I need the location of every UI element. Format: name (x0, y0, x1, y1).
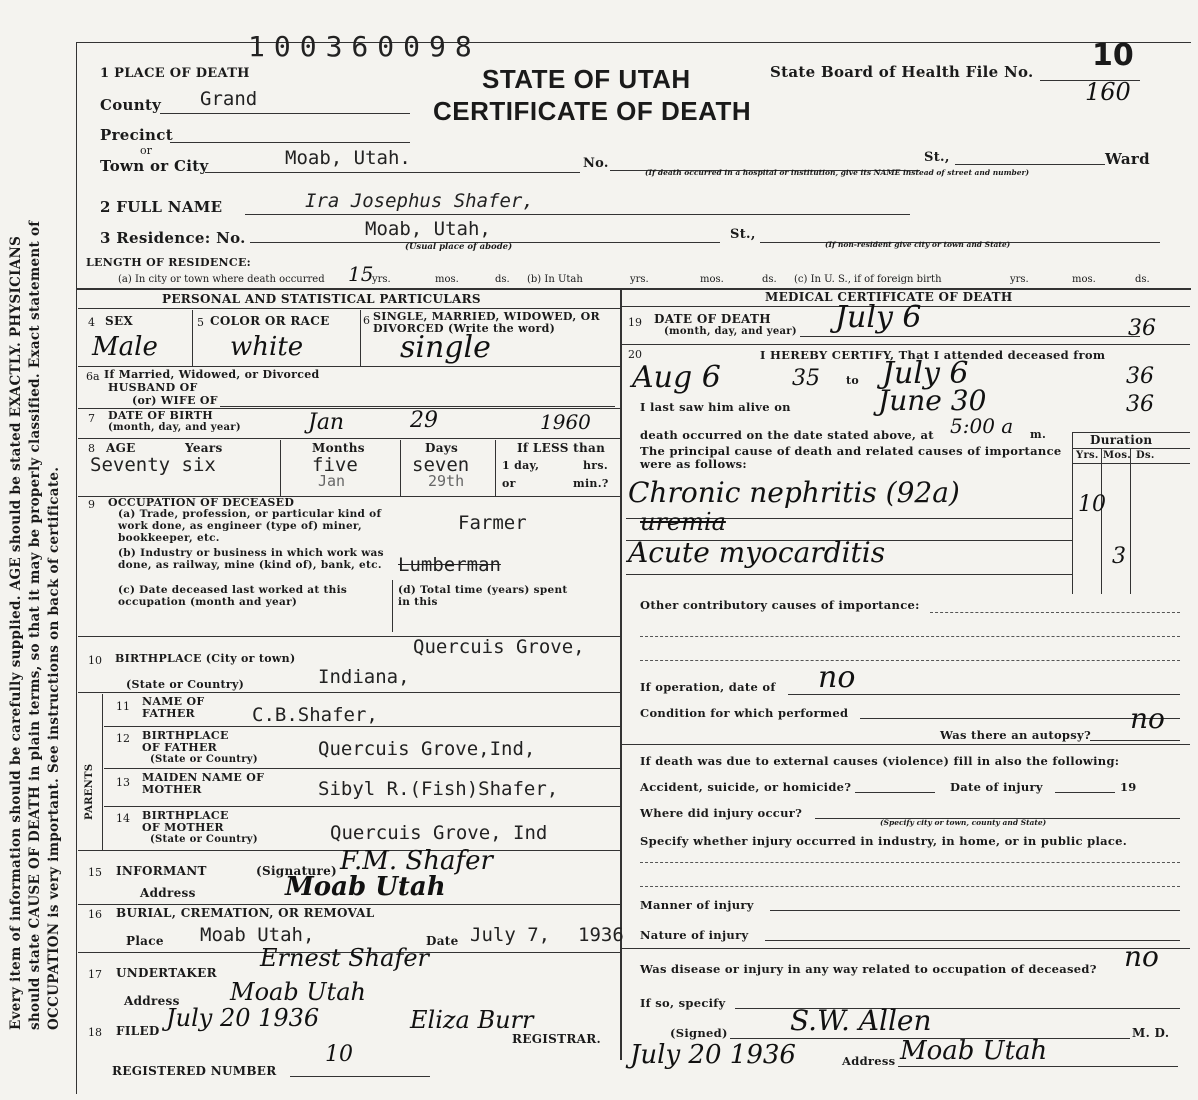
side-note-line1: Every item of information should be carefully supplied. AGE should be stated EXACTLY. PHYSICIANS (8, 235, 24, 1030)
duration-yrs: Yrs. (1076, 450, 1099, 461)
father-num: 11 (116, 700, 130, 713)
length-us-label: (c) In U. S., if of foreign birth (794, 274, 942, 285)
file-number: 10 (1092, 38, 1134, 73)
medical-line-1 (622, 344, 1190, 345)
residence-st-label: St., (730, 227, 756, 242)
st-line (955, 164, 1105, 165)
informant-signature: F.M. Shafer (340, 846, 493, 876)
place-of-death-label: 1 PLACE OF DEATH (100, 66, 250, 81)
row-line-3 (78, 438, 620, 439)
occupation-b-value: Lumberman (398, 554, 501, 576)
occupation-b: (b) Industry or business in which work was done, as railway, mine (kind of), bank, etc. (118, 547, 384, 571)
form-top-border (76, 42, 1191, 43)
certificate-title: CERTIFICATE OF DEATH (433, 96, 752, 126)
father-label: NAME OF FATHER (142, 695, 205, 720)
accident-label: Accident, suicide, or homicide? (640, 780, 852, 794)
last-saw-year: 36 (1126, 392, 1154, 417)
undertaker-value: Ernest Shafer (260, 944, 430, 972)
county-value: Grand (200, 88, 258, 110)
nonresident-note: (If non-resident give city or town and State) (825, 240, 1011, 249)
registered-number-line (290, 1076, 430, 1077)
length-yrs-2: yrs. (630, 274, 649, 285)
color-marital-divider (360, 310, 361, 366)
days-label: Days (425, 441, 459, 455)
burial-place: Moab Utah, (200, 924, 315, 946)
physician-address-line (898, 1066, 1178, 1067)
marital-num: 6 (363, 314, 370, 327)
occupation-c: (c) Date deceased last worked at this occupation (month and year) (118, 584, 348, 608)
filed-label: FILED (116, 1024, 160, 1038)
husband-label-1: If Married, Widowed, or Divorced (104, 368, 320, 381)
town-label: Town or City (100, 157, 209, 175)
if-so-label: If so, specify (640, 996, 726, 1010)
death-time: 5:00 a (950, 414, 1014, 438)
death-date-year: 36 (1128, 316, 1156, 341)
informant-address-label: Address (140, 886, 196, 900)
occ-related-label: Was disease or injury in any way related to occupation of deceased? (640, 962, 1097, 976)
physician-address-label: Address (842, 1054, 896, 1068)
medical-heading: MEDICAL CERTIFICATE OF DEATH (765, 290, 1013, 304)
mother-bp-sub: (State or Country) (150, 834, 258, 845)
row-line-9 (104, 806, 620, 807)
length-city-label: (a) In city or town where death occurred (118, 274, 325, 285)
medical-line-3 (622, 948, 1190, 949)
length-city-value: 15 (348, 262, 374, 286)
death-date-num: 19 (628, 316, 642, 329)
length-yrs-3: yrs. (1010, 274, 1029, 285)
usual-place-note: (Usual place of abode) (405, 242, 513, 252)
duration-ds: Ds. (1136, 450, 1155, 461)
duration-div-1 (1101, 448, 1102, 594)
hospital-note: (If death occurred in a hospital or institution, give its NAME instead of street and number) (645, 168, 1030, 177)
operation-value: no (818, 660, 856, 695)
min-label: min.? (573, 477, 609, 490)
residence-value: Moab, Utah, (365, 218, 491, 240)
husband-label-3: (or) WIFE OF (132, 394, 218, 407)
one-day-label: 1 day, (502, 459, 540, 472)
operation-line (788, 694, 1180, 695)
father-bp-label: BIRTHPLACE OF FATHER (142, 729, 229, 754)
burial-label: BURIAL, CREMATION, OR REMOVAL (116, 906, 375, 920)
ward-label: Ward (1105, 150, 1150, 168)
length-ds-2: ds. (762, 274, 777, 285)
attended-from: Aug 6 (632, 360, 721, 395)
sex-num: 4 (88, 316, 95, 329)
parents-divider (102, 694, 103, 850)
attended-to-date: July 6 (882, 356, 969, 391)
injury-date-label: Date of injury (950, 780, 1043, 794)
specify-line-1 (640, 862, 1180, 863)
sex-value: Male (92, 332, 158, 362)
injury-year-19: 19 (1120, 780, 1137, 794)
age-years-value: Seventy six (90, 454, 216, 476)
row-line-7 (104, 726, 620, 727)
autopsy-label: Was there an autopsy? (940, 728, 1092, 742)
mother-label: MAIDEN NAME OF MOTHER (142, 771, 265, 796)
no-label: No. (583, 156, 609, 171)
color-value: white (230, 332, 304, 362)
father-bp-num: 12 (116, 732, 130, 745)
birthplace-city: Quercuis Grove, (413, 636, 585, 658)
residence-label: 3 Residence: No. (100, 229, 246, 247)
hrs-label: hrs. (583, 459, 609, 472)
length-mos-1: mos. (435, 274, 459, 285)
occupation-a-value: Farmer (458, 512, 527, 534)
age-months-sub: Jan (318, 472, 346, 490)
nature-line (765, 940, 1180, 941)
cause-3: Acute myocarditis (628, 536, 886, 569)
death-date-value: July 6 (835, 300, 922, 335)
age-days-sub: 29th (428, 472, 465, 490)
father-bp-value: Quercuis Grove,Ind, (318, 738, 536, 760)
husband-label-2: HUSBAND OF (108, 381, 198, 394)
informant-num: 15 (88, 866, 102, 879)
dob-num: 7 (88, 412, 95, 425)
burial-year: 1936 (578, 924, 624, 946)
specify-line-2 (640, 886, 1180, 887)
months-label: Months (312, 441, 365, 455)
external-label: If death was due to external causes (violence) fill in also the following: (640, 754, 1120, 768)
occupation-a: (a) Trade, profession, or particular kind of work done, as engineer (type of) miner, bookkeeper, etc. (118, 508, 382, 544)
grid-top-line (76, 288, 1191, 290)
condition-label: Condition for which performed (640, 706, 849, 720)
cause-line-3 (626, 574, 1072, 575)
length-ds-1: ds. (495, 274, 510, 285)
physician-address: Moab Utah (900, 1036, 1048, 1066)
physician-signature: S.W. Allen (790, 1004, 932, 1037)
occupation-label: OCCUPATION OF DECEASED (108, 496, 295, 509)
contributory-label: Other contributory causes of importance: (640, 598, 920, 612)
husband-line (220, 406, 615, 407)
dob-year: 1960 (540, 410, 591, 434)
duration-subhead-line (1072, 448, 1190, 449)
attended-to: to (846, 374, 860, 387)
mother-bp-value: Quercuis Grove, Ind (330, 822, 548, 844)
burial-num: 16 (88, 908, 102, 921)
certify-num: 20 (628, 348, 642, 361)
duration-mos: Mos. (1103, 450, 1132, 461)
full-name-label: 2 FULL NAME (100, 198, 223, 216)
death-date-label: DATE OF DEATH (654, 312, 771, 326)
duration-div-2 (1130, 448, 1131, 594)
st-label: St., (924, 150, 950, 165)
undertaker-num: 17 (88, 968, 102, 981)
occupation-c-d-divider (392, 580, 393, 632)
manner-line (770, 910, 1180, 911)
principal-cause-label: The principal cause of death and related causes of importance were as follows: (640, 444, 1062, 471)
father-bp-sub: (State or Country) (150, 754, 258, 765)
occupation-d: (d) Total time (years) spent in this (398, 584, 568, 608)
signed-label: (Signed) (670, 1026, 728, 1040)
town-value: Moab, Utah. (285, 147, 411, 169)
autopsy-line (1090, 740, 1180, 741)
father-value: C.B.Shafer, (252, 704, 378, 726)
marital-value: single (400, 330, 491, 365)
occ-related-answer: no (1124, 940, 1159, 973)
row-line-8 (104, 768, 620, 769)
accident-line (855, 792, 935, 793)
birthplace-state: Indiana, (318, 666, 410, 688)
cause-1-yrs: 10 (1078, 492, 1106, 517)
burial-place-label: Place (126, 934, 164, 948)
mother-bp-num: 14 (116, 812, 130, 825)
color-label: COLOR OR RACE (210, 314, 330, 328)
length-mos-3: mos. (1072, 274, 1096, 285)
length-mos-2: mos. (700, 274, 724, 285)
town-line (205, 172, 580, 173)
row-line-6 (78, 692, 620, 693)
informant-label: INFORMANT (116, 864, 207, 878)
occupation-num: 9 (88, 498, 95, 511)
contributory-line-1 (930, 612, 1180, 613)
contributory-line-3 (640, 660, 1180, 661)
precinct-line (170, 142, 410, 143)
state-title: STATE OF UTAH (482, 64, 691, 94)
last-saw-label: I last saw him alive on (640, 400, 791, 414)
medical-line-2 (622, 744, 1190, 745)
sex-label: SEX (105, 314, 134, 328)
occurred-label: death occurred on the date stated above, at (640, 428, 934, 442)
undertaker-label: UNDERTAKER (116, 966, 217, 980)
undertaker-address-label: Address (124, 994, 180, 1008)
burial-date-label: Date (426, 934, 459, 948)
dob-label: DATE OF BIRTH (108, 409, 213, 422)
county-label: County (100, 96, 162, 114)
dob-sub: (month, day, and year) (108, 422, 241, 433)
personal-heading-line (78, 308, 620, 309)
registered-number-value: 10 (325, 1042, 353, 1067)
length-residence-label: LENGTH OF RESIDENCE: (86, 256, 251, 269)
last-saw-date: June 30 (878, 384, 987, 417)
burial-date: July 7, (470, 924, 551, 946)
age-div-2 (400, 440, 401, 496)
time-m: m. (1030, 428, 1047, 441)
signed-date: July 20 1936 (630, 1040, 796, 1070)
side-note-line3: OCCUPATION is very important. See instructions on back of certificate. (46, 466, 62, 1030)
death-date-sub: (month, day, and year) (664, 326, 797, 337)
or-min-label: or (502, 477, 516, 490)
length-ds-3: ds. (1135, 274, 1150, 285)
attended-to-year: 36 (1126, 364, 1154, 389)
where-sub: (Specify city or town, county and State) (880, 818, 1047, 827)
length-utah-label: (b) In Utah (527, 274, 583, 285)
board-file-label: State Board of Health File No. (770, 63, 1034, 81)
age-months-value: five (312, 454, 358, 476)
duration-box-left (1072, 432, 1073, 594)
age-days-value: seven (412, 454, 470, 476)
years-label: Years (185, 441, 223, 455)
informant-sig-label: (Signature) (256, 864, 337, 878)
dob-month: Jan (308, 410, 345, 435)
registrar-label: REGISTRAR. (512, 1032, 602, 1046)
cause-1: Chronic nephritis (92a) (628, 476, 960, 509)
nature-label: Nature of injury (640, 928, 749, 942)
color-num: 5 (197, 316, 204, 329)
birthplace-state-label: (State or Country) (126, 678, 245, 691)
contributory-line-2 (640, 636, 1180, 637)
row-line-11 (78, 904, 620, 905)
precinct-label: Precinct (100, 126, 173, 144)
full-name-value: Ira Josephus Shafer, (305, 190, 534, 212)
age-div-3 (495, 440, 496, 496)
certificate-number: 100360098 (248, 30, 481, 63)
filed-date: July 20 1936 (166, 1004, 320, 1032)
side-note-line2: should state CAUSE OF DEATH in plain terms, so that it may be properly classified. Exact statement of (27, 220, 43, 1030)
duration-head-line (1072, 463, 1190, 464)
registrar-signature: Eliza Burr (410, 1006, 534, 1034)
duration-label: Duration (1090, 433, 1153, 447)
where-label: Where did injury occur? (640, 806, 803, 820)
age-div-1 (280, 440, 281, 496)
file-sub-number: 160 (1085, 78, 1131, 106)
undertaker-address: Moab Utah (230, 978, 366, 1006)
md-label: M. D. (1132, 1026, 1170, 1040)
form-left-border (76, 42, 77, 1094)
parents-label: PARENTS (84, 763, 95, 820)
length-yrs-1: yrs. (372, 274, 391, 285)
registered-number-label: REGISTERED NUMBER (112, 1064, 277, 1078)
sex-color-divider (192, 310, 193, 366)
mother-num: 13 (116, 776, 130, 789)
certify-text: I HEREBY CERTIFY, That I attended deceased from (760, 348, 1106, 362)
or-label: or (140, 144, 152, 157)
cause-2: uremia (640, 508, 726, 536)
autopsy-value: no (1130, 702, 1165, 735)
marital-label: SINGLE, MARRIED, WIDOWED, OR DIVORCED (Write the word) (373, 310, 600, 335)
filed-num: 18 (88, 1026, 102, 1039)
death-date-line (800, 336, 1140, 337)
personal-heading: PERSONAL AND STATISTICAL PARTICULARS (162, 292, 481, 306)
row-line-1 (78, 366, 620, 367)
mother-bp-label: BIRTHPLACE OF MOTHER (142, 809, 229, 834)
attended-from-year: 35 (792, 366, 820, 391)
manner-label: Manner of injury (640, 898, 754, 912)
informant-address: Moab Utah (285, 872, 446, 902)
mother-value: Sibyl R.(Fish)Shafer, (318, 778, 559, 800)
specify-label: Specify whether injury occurred in industry, in home, or in public place. (640, 834, 1128, 848)
birthplace-label: BIRTHPLACE (City or town) (115, 652, 296, 665)
husband-num: 6a (86, 370, 100, 383)
less-label: If LESS than (517, 441, 606, 455)
age-num: 8 (88, 442, 95, 455)
operation-label: If operation, date of (640, 680, 776, 694)
birthplace-num: 10 (88, 654, 102, 667)
injury-date-line (1055, 792, 1115, 793)
dob-day: 29 (410, 408, 438, 433)
county-line (160, 113, 410, 114)
full-name-line (245, 214, 910, 215)
age-label: AGE (106, 441, 136, 455)
cause-3-mos: 3 (1112, 544, 1126, 569)
